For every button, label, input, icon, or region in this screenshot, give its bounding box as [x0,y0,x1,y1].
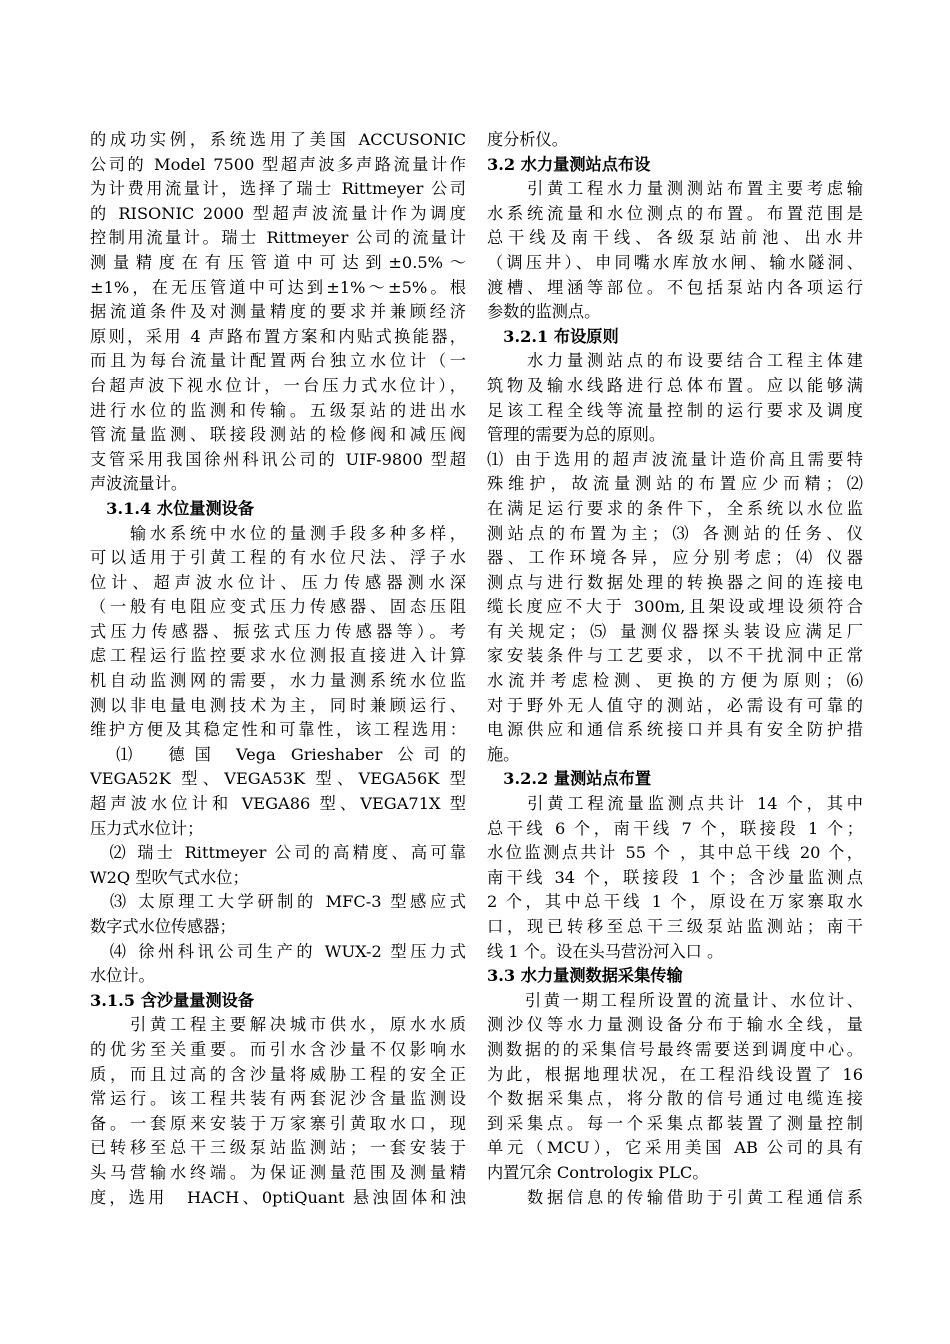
text-line: 数据信息的传输借助于引黄工程通信系 [487,1187,863,1207]
text-line: 原则，采用 4 声路布置方案和内贴式换能器， [90,326,466,346]
text-line: 引黄工程流量监测点共计 14 个，其中 [487,794,863,814]
text-line: ±1%，在无压管道中可达到±1%～±5%。根 [90,277,466,297]
text-line: 质，而且过高的含沙量将威胁工程的安全正 [90,1064,466,1084]
text-line: 度分析仪。 [487,130,568,149]
text-line: 有关规定；⑸ 量测仪器探头装设应满足厂 [487,621,863,641]
text-line: VEGA52K 型、VEGA53K 型、VEGA56K 型 [90,769,466,789]
text-line: 度，选用 HACH、0ptiQuant 悬浊固体和浊 [90,1187,466,1207]
text-line: 水力量测站点的布设要结合工程主体建 [487,351,863,371]
text-line: 测沙仪等水力量测设备分布于输水全线，量 [487,1015,863,1035]
text-line: 可以适用于引黄工程的有水位尺法、浮子水 [90,548,466,568]
text-line: 压力式水位计； [90,818,204,838]
text-line: 测数据的的采集信号最终需要送到调度中心。 [487,1039,863,1059]
text-line: 输水系统中水位的量测手段多种多样， [90,523,466,543]
left-text-column [90,128,466,1210]
text-line: 施。 [487,744,520,764]
text-line: 总干线及南干线、各级泵站前池、出水井 [487,228,863,248]
text-line: 引黄工程主要解决城市供水，原水水质 [90,1015,466,1035]
text-line: 据流道条件及对测量精度的要求并兼顾经济 [90,302,466,322]
text-line: 水流并考虑检测、更换的方便为原则；⑹ [487,671,863,691]
text-line: 在满足运行要求的条件下，全系统以水位监 [487,498,863,518]
text-line: 数字式水位传感器； [90,917,236,936]
text-line: 超声波水位计和 VEGA86 型、VEGA71X 型 [90,794,466,814]
text-line: 线 1 个。设在头马营汾河入口 。 [487,941,724,961]
section-heading: 3.2.2 量测站点布置 [487,769,652,789]
text-line: 单元（MCU），它采用美国 AB 公司的具有 [487,1138,863,1158]
text-line: 测以非电量电测技术为主，同时兼顾运行、 [90,695,466,715]
text-line: 公司的 Model 7500 型超声波多声路流量计作 [90,154,466,174]
text-line: 到采集点。每一个采集点都装置了测量控制 [487,1113,863,1133]
text-line: 筑物及输水线路进行总体布置。应以能够满 [487,375,863,395]
text-line: 支管采用我国徐州科讯公司的 UIF-9800 型超 [90,449,466,469]
text-line: 控制用流量计。瑞士 Rittmeyer 公司的流量计 [90,228,466,248]
text-line: ⑶ 太原理工大学研制的 MFC-3 型感应式 [90,892,466,912]
text-line: ⑴ 由于选用的超声波流量计造价高且需要特 [487,449,863,469]
text-line: 引黄工程水力量测测站布置主要考虑输 [487,179,863,199]
text-line: ⑷ 徐州科讯公司生产的 WUX-2 型压力式 [90,941,466,961]
text-line: 测量精度在有压管道中可达到±0.5%～ [90,252,466,272]
text-line: （调压井）、申同嘴水库放水闸、输水隧洞、 [487,252,863,272]
text-line: 位计、超声波水位计、压力传感器测水深 [90,572,466,592]
text-line: 水位监测点共计 55 个 ，其中总干线 20 个， [487,843,863,863]
text-line: 维护方便及其稳定性和可靠性，该工程选用： [90,720,466,740]
text-line: 机自动监测网的需要，水力量测系统水位监 [90,671,466,691]
text-line: 个数据采集点，将分散的信号通过电缆连接 [487,1089,863,1109]
section-heading: 3.2.1 布设原则 [487,326,619,346]
text-line: 缆长度应不大于 300m,且架设或埋设须符合 [487,597,863,617]
text-line: （一般有电阻应变式压力传感器、固态压阻 [90,597,466,617]
section-heading: 3.1.4 水位量测设备 [90,498,255,518]
text-line: 参数的监测点。 [487,302,601,322]
section-heading: 3.3 水力量测数据采集传输 [487,966,683,986]
section-heading: 3.2 水力量测站点布设 [487,154,651,174]
text-line: 台超声波下视水位计，一台压力式水位计）， [90,375,466,395]
text-line: 足该工程全线等流量控制的运行要求及调度 [487,400,863,420]
text-line: 家安装条件与工艺要求，以不干扰洞中正常 [487,646,863,666]
text-line: 管流量监测、联接段测站的检修阀和减压阀 [90,425,466,445]
text-line: ⑵ 瑞士 Rittmeyer 公司的高精度、高可靠 [90,843,466,863]
text-line: 口，现已转移至总干三级泵站监测站；南干 [487,917,863,936]
text-line: 的优劣至关重要。而引水含沙量不仅影响水 [90,1039,466,1059]
text-line: 对于野外无人值守的测站，必需设有可靠的 [487,695,863,715]
text-line: 电源供应和通信系统接口并具有安全防护措 [487,720,863,740]
text-line: 管理的需要为总的原则。 [487,425,666,445]
right-text-column [487,128,863,1210]
text-line: 内置冗余 Contrologix PLC。 [487,1162,709,1182]
text-line: 声波流量计。 [90,474,188,494]
text-line: 已转移至总干三级泵站监测站；一套安装于 [90,1138,466,1158]
text-line: 为此，根据地理状况，在工程沿线设置了 16 [487,1064,863,1084]
text-line: 进行水位的监测和传输。五级泵站的进出水 [90,400,466,420]
text-line: ⑴ 德国 Vega Grieshaber 公司的 [90,744,466,764]
text-line: 殊维护，故流量测站的布置应少而精；⑵ [487,474,863,494]
text-line: 备。一套原来安装于万家寨引黄取水口，现 [90,1113,466,1133]
text-line: 引黄一期工程所设置的流量计、水位计、 [487,990,863,1010]
section-heading: 3.1.5 含沙量量测设备 [90,990,255,1010]
text-line: 2 个，其中总干线 1 个，原设在万家寨取水 [487,892,863,912]
text-line: 水系统流量和水位测点的布置。布置范围是 [487,203,863,223]
text-line: 的成功实例，系统选用了美国 ACCUSONIC [90,130,466,149]
text-line: 器、工作环境各异，应分别考虑；⑷ 仪器 [487,548,863,568]
text-line: 的 RISONIC 2000 型超声波流量计作为调度 [90,203,466,223]
text-line: 而且为每台流量计配置两台独立水位计（一 [90,351,466,371]
text-line: 虑工程运行监控要求水位测报直接进入计算 [90,646,466,666]
text-line: W2Q 型吹气式水位； [90,867,249,887]
text-line: 水位计。 [90,966,155,986]
text-line: 为计费用流量计，选择了瑞士 Rittmeyer 公司 [90,179,466,199]
text-line: 南干线 34 个，联接段 1 个；含沙量监测点 [487,867,863,887]
text-line: 渡槽、埋涵等部位。不包括泵站内各项运行 [487,277,863,297]
text-line: 总干线 6 个，南干线 7 个，联接段 1 个； [487,818,863,838]
text-line: 式压力传感器、振弦式压力传感器等）。考 [90,621,466,641]
text-line: 测站点的布置为主；⑶ 各测站的任务、仪 [487,523,863,543]
text-line: 头马营输水终端。为保证测量范围及测量精 [90,1162,466,1182]
text-line: 常运行。该工程共装有两套泥沙含量监测设 [90,1089,466,1109]
text-line: 测点与进行数据处理的转换器之间的连接电 [487,572,863,592]
